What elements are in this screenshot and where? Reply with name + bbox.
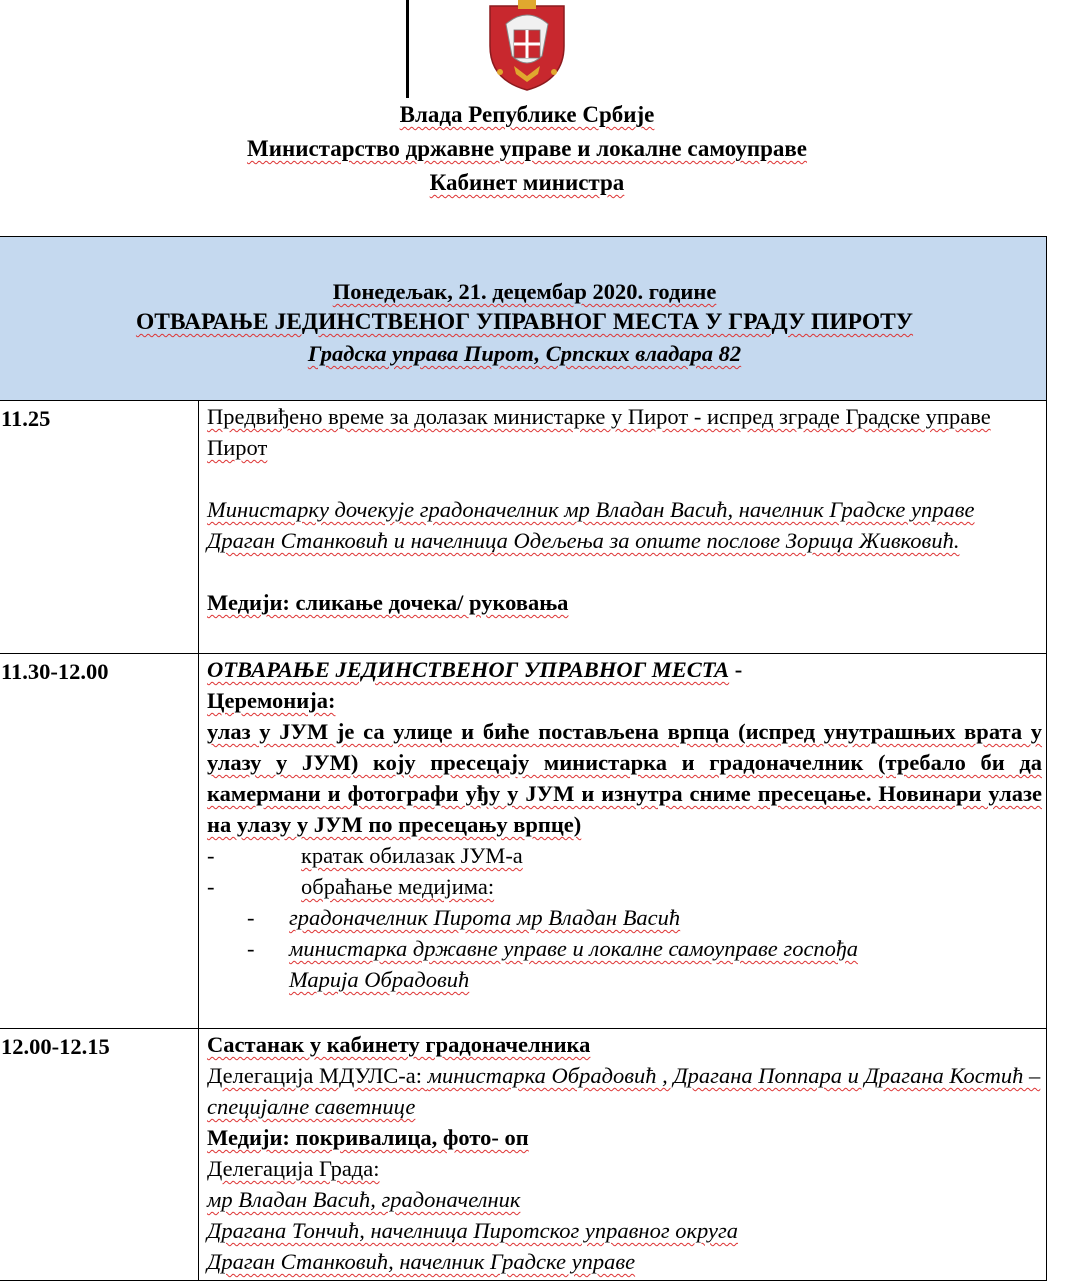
time-cell: 11.30-12.00 (0, 654, 199, 1029)
serbian-coat-of-arms-icon (484, 0, 570, 92)
table-row (0, 654, 1047, 1029)
schedule-banner (0, 237, 1047, 401)
event-location: Градска управа Пирот, Српских владара 82 (307, 341, 742, 366)
description-cell (199, 1029, 1047, 1281)
list-item: - кратак обилазак ЈУМ-а (207, 843, 523, 868)
delegation-label: Делегација МДУЛС-а: (207, 1063, 428, 1088)
ceremony-label: Церемонија: (207, 688, 336, 713)
time-cell: 11.25 (0, 401, 199, 654)
city-member: Драган Станковић, начелник Градске управе (207, 1249, 636, 1274)
event-title: ОТВАРАЊЕ ЈЕДИНСТВЕНОГ УПРАВНОГ МЕСТА У ГРАДУ ПИРОТУ (135, 309, 914, 335)
header-ministry: Министарство државне управе и локалне самоуправе (247, 136, 807, 161)
city-delegation-label: Делегација Града: (207, 1156, 380, 1181)
delegation-names: министарка Обрадовић , Драгана Поппара и Драгана Костић – специјалне саветнице (207, 1063, 1041, 1119)
sub-list-item: - министарка државне управе и локалне самоуправе госпођа Марија Обрадовић (247, 936, 858, 992)
header-divider-line (406, 0, 409, 98)
meeting-title: Састанак у кабинету градоначелника (207, 1032, 591, 1057)
header-government: Влада Републике Србије (399, 102, 655, 127)
table-row (0, 1029, 1047, 1281)
ceremony-title: ОТВАРАЊЕ ЈЕДИНСТВЕНОГ УПРАВНОГ МЕСТА (207, 657, 730, 682)
sub-list-item: - градоначелник Пирота мр Владан Васић (247, 905, 681, 930)
media-text: Медији: покривалица, фото- оп (207, 1125, 529, 1150)
city-member: Драгана Тончић, начелница Пиротског управног округа (207, 1218, 738, 1243)
description-cell (199, 401, 1047, 654)
description-cell (199, 654, 1047, 1029)
ceremony-description: улаз у ЈУМ је са улице и биће постављена врпца (испред унутрашњих врата у улазу у ЈУМ) коју пресецају министарка и градоначелник (требало би да камермани и фотографи уђу у ЈУМ и изнутра сниме пресецање. Новинари улазе на улазу у ЈУМ по пресецању врпце) (207, 719, 1042, 837)
list-item: - обраћање медијима: (207, 874, 495, 899)
header-cabinet: Кабинет министра (429, 170, 625, 195)
arrival-text: Предвиђено време за долазак министарке у Пирот - испред зграде Градске управе Пирот (207, 404, 991, 460)
title-dash: - (729, 657, 743, 682)
schedule-table (0, 236, 1047, 1281)
event-date: Понедељак, 21. децембар 2020. године (332, 279, 717, 304)
time-cell: 12.00-12.15 (0, 1029, 199, 1281)
city-member: мр Владан Васић, градоначелник (207, 1187, 521, 1212)
welcome-text: Министарку дочекује градоначелник мр Владан Васић, начелник Градске управе Драган Станковић и начелница Одељења за опште послове Зорица Живковић. (207, 497, 975, 553)
table-row (0, 401, 1047, 654)
media-text: Медији: сликање дочека/ руковања (207, 590, 569, 615)
